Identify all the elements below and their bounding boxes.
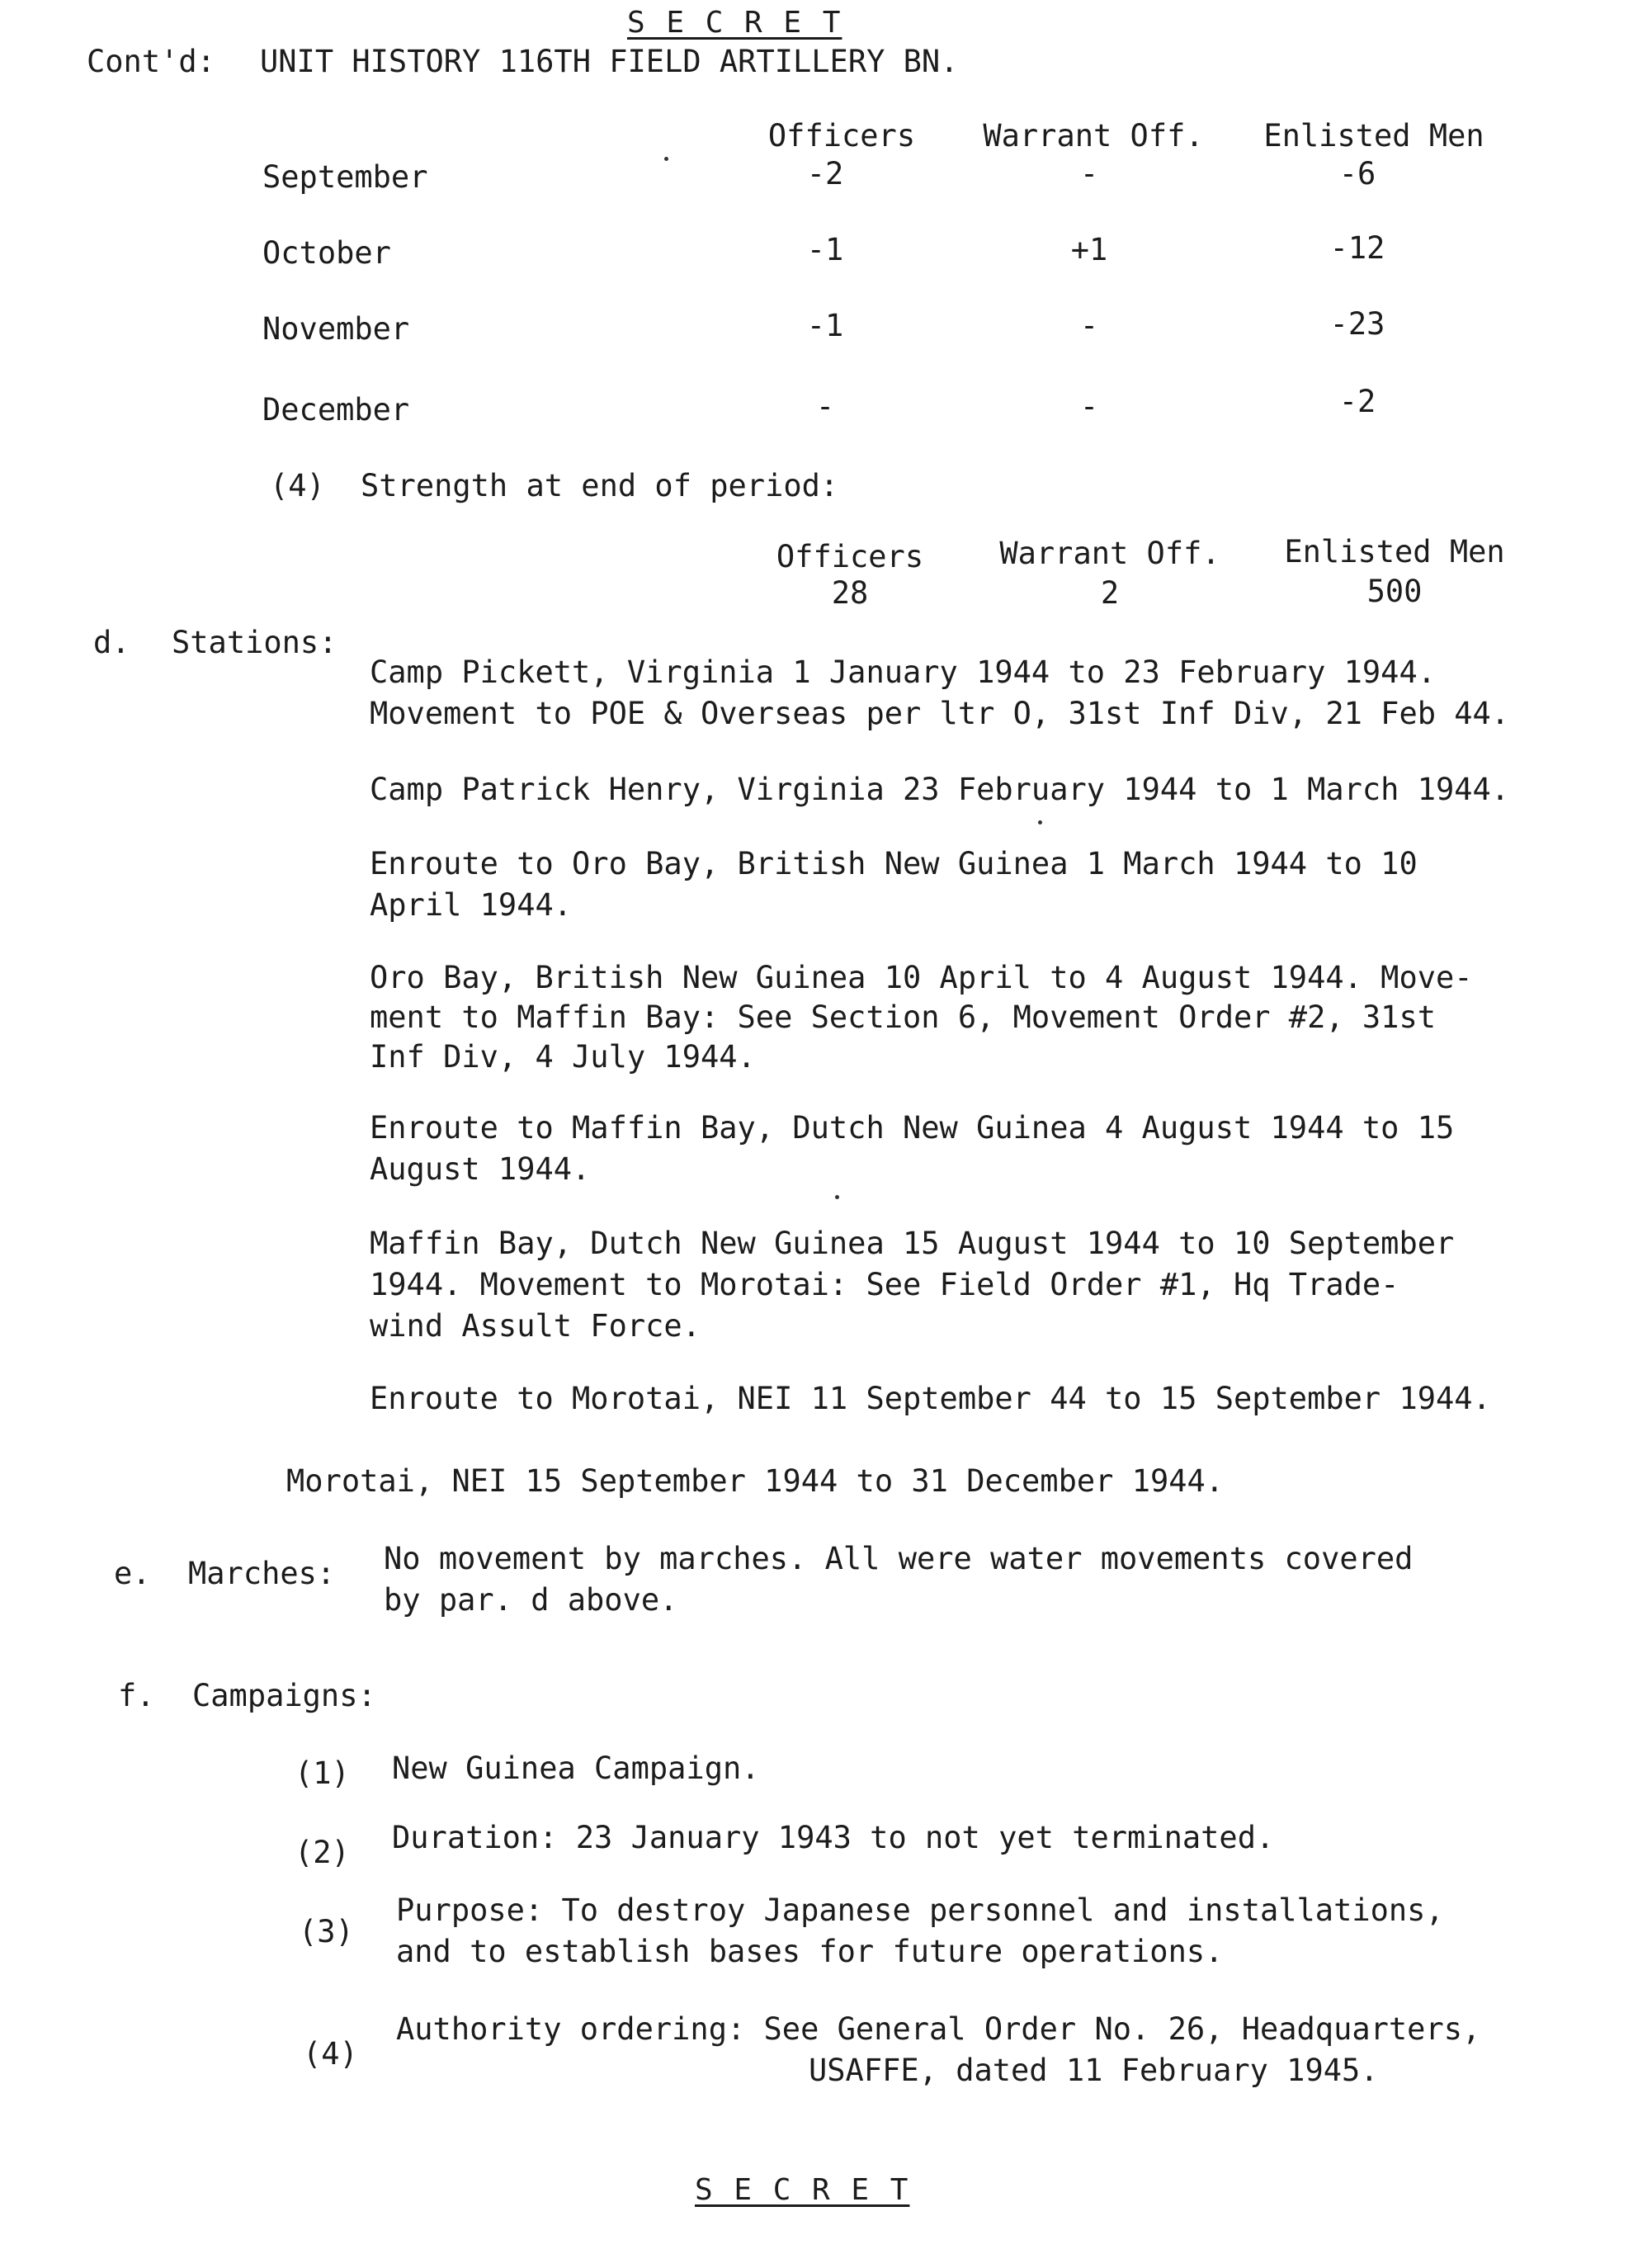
strength-value-officers: 28: [831, 575, 869, 611]
classification-footer: S E C R E T: [695, 2173, 910, 2207]
marches-label: Marches:: [188, 1556, 336, 1591]
stations-line: August 1944.: [370, 1151, 591, 1187]
contd-label: Cont'd:: [87, 44, 215, 79]
campaign-item-line: New Guinea Campaign.: [392, 1751, 760, 1786]
row-enlisted-october: -12: [1329, 230, 1385, 266]
row-month-september: September: [262, 159, 428, 195]
col-header-officers: Officers: [767, 118, 916, 154]
row-officers-november: -1: [806, 308, 844, 343]
campaign-item-line: USAFFE, dated 11 February 1945.: [809, 2053, 1379, 2088]
row-enlisted-december: -2: [1338, 384, 1376, 419]
stations-line: Oro Bay, British New Guinea 10 April to 4 August 1944. Move-: [370, 960, 1473, 995]
stations-line: Enroute to Maffin Bay, Dutch New Guinea 4 August 1944 to 15: [370, 1110, 1455, 1146]
stray-mark: [1038, 820, 1042, 825]
stations-line: Enroute to Morotai, NEI 11 September 44 to 15 September 1944.: [370, 1381, 1491, 1416]
row-warrant-december: -: [1079, 389, 1099, 424]
strength-col-warrant: Warrant Off.: [999, 536, 1220, 571]
strength-col-officers: Officers: [776, 539, 924, 574]
stations-line: Enroute to Oro Bay, British New Guinea 1 March 1944 to 10: [370, 846, 1418, 881]
stations-line: ment to Maffin Bay: See Section 6, Movement Order #2, 31st: [370, 999, 1437, 1035]
marches-letter: e.: [114, 1556, 151, 1591]
campaign-item-number: (3): [299, 1914, 354, 1949]
stations-line: Maffin Bay, Dutch New Guinea 15 August 1944 to 10 September: [370, 1226, 1455, 1261]
row-month-october: October: [262, 235, 391, 271]
stations-label: Stations:: [172, 625, 337, 660]
campaign-item-number: (1): [295, 1755, 350, 1791]
row-enlisted-november: -23: [1329, 306, 1385, 342]
row-officers-september: -2: [806, 156, 844, 191]
strength-value-enlisted: 500: [1366, 574, 1423, 609]
strength-label: Strength at end of period:: [361, 468, 839, 503]
stations-line: wind Assult Force.: [370, 1308, 701, 1344]
strength-value-warrant: 2: [1100, 575, 1120, 611]
row-month-december: December: [262, 392, 410, 428]
row-enlisted-september: -6: [1338, 156, 1376, 191]
campaign-item-line: Purpose: To destroy Japanese personnel and installations,: [396, 1892, 1444, 1928]
stray-mark: [835, 1195, 839, 1199]
classification-header: S E C R E T: [627, 6, 842, 40]
stations-letter: d.: [93, 625, 130, 660]
row-warrant-november: -: [1079, 308, 1099, 343]
row-month-november: November: [262, 311, 410, 347]
stray-mark: [664, 157, 668, 161]
col-header-enlisted: Enlisted Men: [1263, 118, 1484, 154]
campaigns-label: Campaigns:: [192, 1678, 376, 1713]
campaign-item-number: (4): [303, 2036, 358, 2072]
row-warrant-september: -: [1079, 156, 1099, 191]
stations-line: Camp Patrick Henry, Virginia 23 February 1944 to 1 March 1944.: [370, 772, 1510, 807]
campaign-item-line: Authority ordering: See General Order No. 26, Headquarters,: [396, 2011, 1481, 2047]
campaigns-letter: f.: [118, 1678, 155, 1713]
stations-line: Camp Pickett, Virginia 1 January 1944 to 23 February 1944.: [370, 654, 1437, 690]
stations-line: 1944. Movement to Morotai: See Field Order #1, Hq Trade-: [370, 1267, 1399, 1302]
row-warrant-october: +1: [1070, 232, 1108, 267]
campaign-item-line: and to establish bases for future operations.: [396, 1934, 1224, 1969]
marches-line: No movement by marches. All were water movements covered: [384, 1541, 1414, 1576]
campaign-item-line: Duration: 23 January 1943 to not yet terminated.: [392, 1820, 1275, 1855]
marches-line: by par. d above.: [384, 1582, 678, 1618]
stations-line: Morotai, NEI 15 September 1944 to 31 December 1944.: [286, 1463, 1225, 1499]
strength-number: (4): [270, 468, 325, 503]
row-officers-december: -: [815, 389, 835, 424]
stations-line: Movement to POE & Overseas per ltr O, 31st Inf Div, 21 Feb 44.: [370, 696, 1510, 731]
stations-line: Inf Div, 4 July 1944.: [370, 1039, 756, 1075]
stations-line: April 1944.: [370, 887, 573, 923]
row-officers-october: -1: [806, 232, 844, 267]
campaign-item-number: (2): [295, 1835, 350, 1870]
strength-col-enlisted: Enlisted Men: [1284, 534, 1505, 569]
document-title: UNIT HISTORY 116TH FIELD ARTILLERY BN.: [260, 44, 959, 79]
col-header-warrant: Warrant Off.: [983, 118, 1204, 154]
